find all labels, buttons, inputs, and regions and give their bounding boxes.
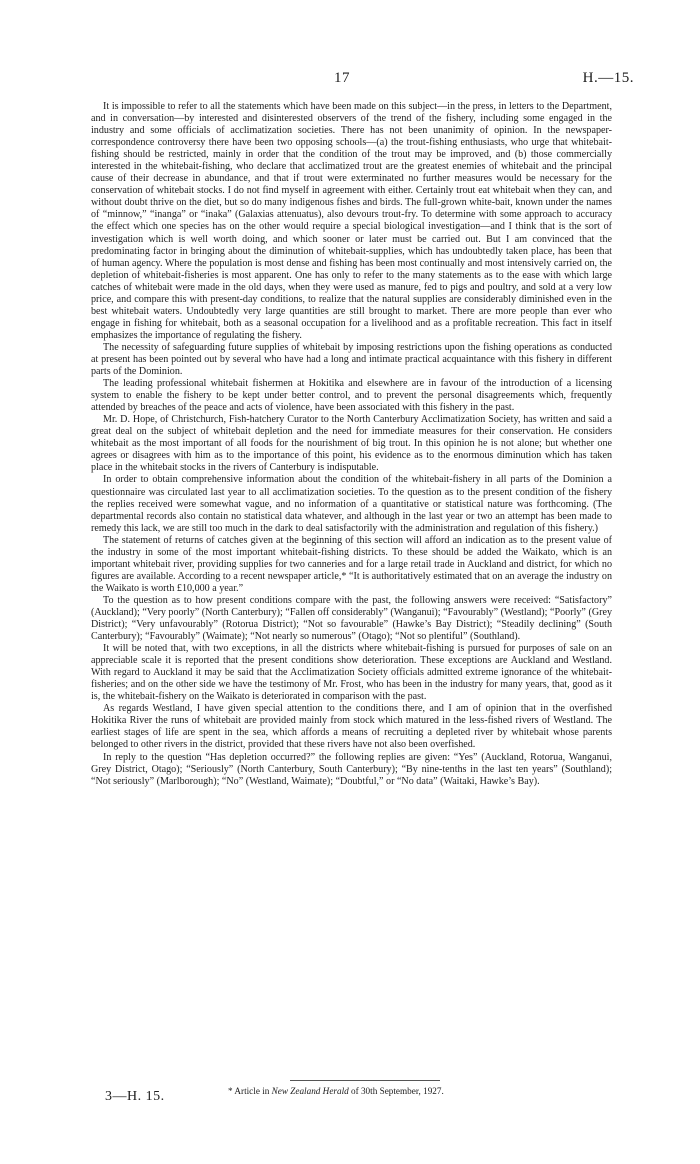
- footnote: [228, 1086, 444, 1096]
- paragraph: The leading professional whitebait fishermen at Hokitika and elsewhere are in favour of the introduction of a licensing system to enable the fishery to be kept under better control, and to prevent the personal disagreements which, frequently attended by breaches of the peace and acts of violence, have been associated with this fishery in the past.: [91, 378, 612, 414]
- paragraph: To the question as to how present conditions compare with the past, the following answers were received: “Satisfactory” (Auckland); “Very poorly” (North Canterbury); “Fallen off considerably” (Wanganui); “Favourably” (Westland); “Poorly” (Grey District); “Very unfavourably” (Rotorua District); “Not so favourable” (Hawke’s Bay District); “Steadily declining” (South Canterbury); “Favourably” (Waimate); “Not nearly so numerous” (Otago); “Not so plentiful” (Southland).: [91, 594, 612, 643]
- footnote-source: New Zealand Herald: [271, 1086, 349, 1096]
- sheet-signature: 3—H. 15.: [105, 1089, 165, 1104]
- paragraph: It is impossible to refer to all the statements which have been made on this subject—in the press, in letters to the Department, and in conversation—by interested and disinterested observers of the trend of the fishery, including some engaged in the industry and some officials of acclimatization societies. There has not been unanimity of opinion. In the newspaper-correspondence controversy there have been two opposing schools—(a) the trout-fishing enthusiasts, who urge that whitebait-fishing should be restricted, mainly in order that the condition of the trout may be improved, and (b) those commercially interested in the whitebait-fishing, who declare that acclimatized trout are the greatest enemies of whitebait and the principal cause of their decrease in abundance, and that if trout were exterminated no further measures would be necessary for the conservation of whitebait stocks. I do not find myself in agreement with either. Certainly trout eat whitebait when they can, and without doubt thrive on the diet, but so do many indigenous fishes and birds. The full-grown white-bait, known under the names of “minnow,” “inanga” or “inaka” (Galaxias attenuatus), also devours trout-fry. To determine with some approach to accuracy the effect which one species has on the other would require a special biological investigation—and I think that is the sort of investigation which is well worth doing, and which sooner or later must be carried out. But I am convinced that the predominating factor in bringing about the diminution of whitebait-supplies, which has undoubtedly taken place, has been that of human agency. Where the population is most dense and fishing has been most continually and most intensively carried on, the depletion of whitebait-fisheries is most apparent. One has only to refer to the many statements as to the ease with which large catches of whitebait were made in the old days, when they were used as manure, fed to pigs and poultry, and sold at a very low price, and compare this with present-day conditions, to realize that the natural supplies are considerably diminished even in the best whitebait waters. Undoubtedly very large quantities are still brought to market. There are more people than ever who engage in fishing for whitebait, both as a seasonal occupation for a livelihood and as a profitable recreation. This fact in itself emphasizes the importance of regulating the fishery.: [91, 101, 612, 341]
- paragraph: The necessity of safeguarding future supplies of whitebait by imposing restrictions upon the fishing operations as conducted at present has been pointed out by several who have had a long and intimate practical acquaintance with this fishery in different parts of the Dominion.: [91, 341, 612, 378]
- paragraph: As regards Westland, I have given special attention to the conditions there, and I am of opinion that in the overfished Hokitika River the runs of whitebait are provided mainly from stock which matured in the less-fished rivers of Westland. The earliest stages of life are spent in the sea, which affords a means of recruiting a depleted river by whitebait whose parents belonged to other rivers in the district, provided that these rivers have not also been overfished.: [91, 703, 612, 751]
- paragraph: In reply to the question “Has depletion occurred?” the following replies are given: “Yes” (Auckland, Rotorua, Wanganui, Grey District, Otago); “Seriously” (North Canterbury, South Canterbury); “By nine-tenths in the last ten years” (Southland); “Not seriously” (Marlborough); “No” (Westland, Waimate); “Doubtful,” or “No data” (Waitaki, Hawke’s Bay).: [91, 751, 612, 787]
- paragraph: The statement of returns of catches given at the beginning of this section will afford an indication as to the present value of the industry in some of the most important whitebait-fishing districts. To these should be added the Waikato, which is an important whitebait river, providing supplies for two canneries and for a large retail trade in Auckland and district, for which no figures are available. According to a recent newspaper article,* “It is authoritatively estimated that on an average the industry on the Waikato is worth £10,000 a year.”: [91, 534, 612, 594]
- page-header: [0, 70, 700, 94]
- paragraph: In order to obtain comprehensive information about the condition of the whitebait-fishery in all parts of the Dominion a questionnaire was circulated last year to all acclimatization societies. To the question as to the present condition of the fishery the replies received were somewhat vague, and no information of a quantitative or statistical nature was forthcoming. (The departmental records also contain no statistical data whatever, and although in the last year or two an attempt has been made to remedy this lack, we are still too much in the dark to deal satisfactorily with the administration and regulation of this fishery.): [91, 474, 612, 534]
- footnote-divider: [290, 1080, 440, 1081]
- paragraph: It will be noted that, with two exceptions, in all the districts where whitebait-fishing is pursued for purposes of sale on an appreciable scale it is reported that the present conditions show deterioration. These exceptions are Auckland and Westland. With regard to Auckland it may be said that the Acclimatization Society officials admitted extreme ignorance of the whitebait-fisheries; and on the other side we have the testimony of Mr. Frost, who has been in the industry for many years, that, good as it is, the whitebait-fishery on the Waikato is deteriorated in comparison with the past.: [91, 643, 612, 703]
- footnote-prefix: * Article in: [228, 1086, 272, 1096]
- footnote-suffix: of 30th September, 1927.: [348, 1086, 444, 1096]
- body-text: [91, 101, 612, 788]
- paragraph: Mr. D. Hope, of Christchurch, Fish-hatchery Curator to the North Canterbury Acclimatization Society, has written and said a great deal on the subject of whitebait depletion and the need for immediate measures for their conservation. He considers whitebait as the most important of all foods for the nourishment of big trout. In this opinion he is not alone; but whether one agrees or disagrees with him as to the importance of this point, his evidence as to the enormous diminution which has taken place in the whitebait stocks in the rivers of Canterbury is indisputable.: [91, 414, 612, 474]
- paper-reference: H.—15.: [582, 70, 634, 86]
- page-number: 17: [334, 70, 350, 86]
